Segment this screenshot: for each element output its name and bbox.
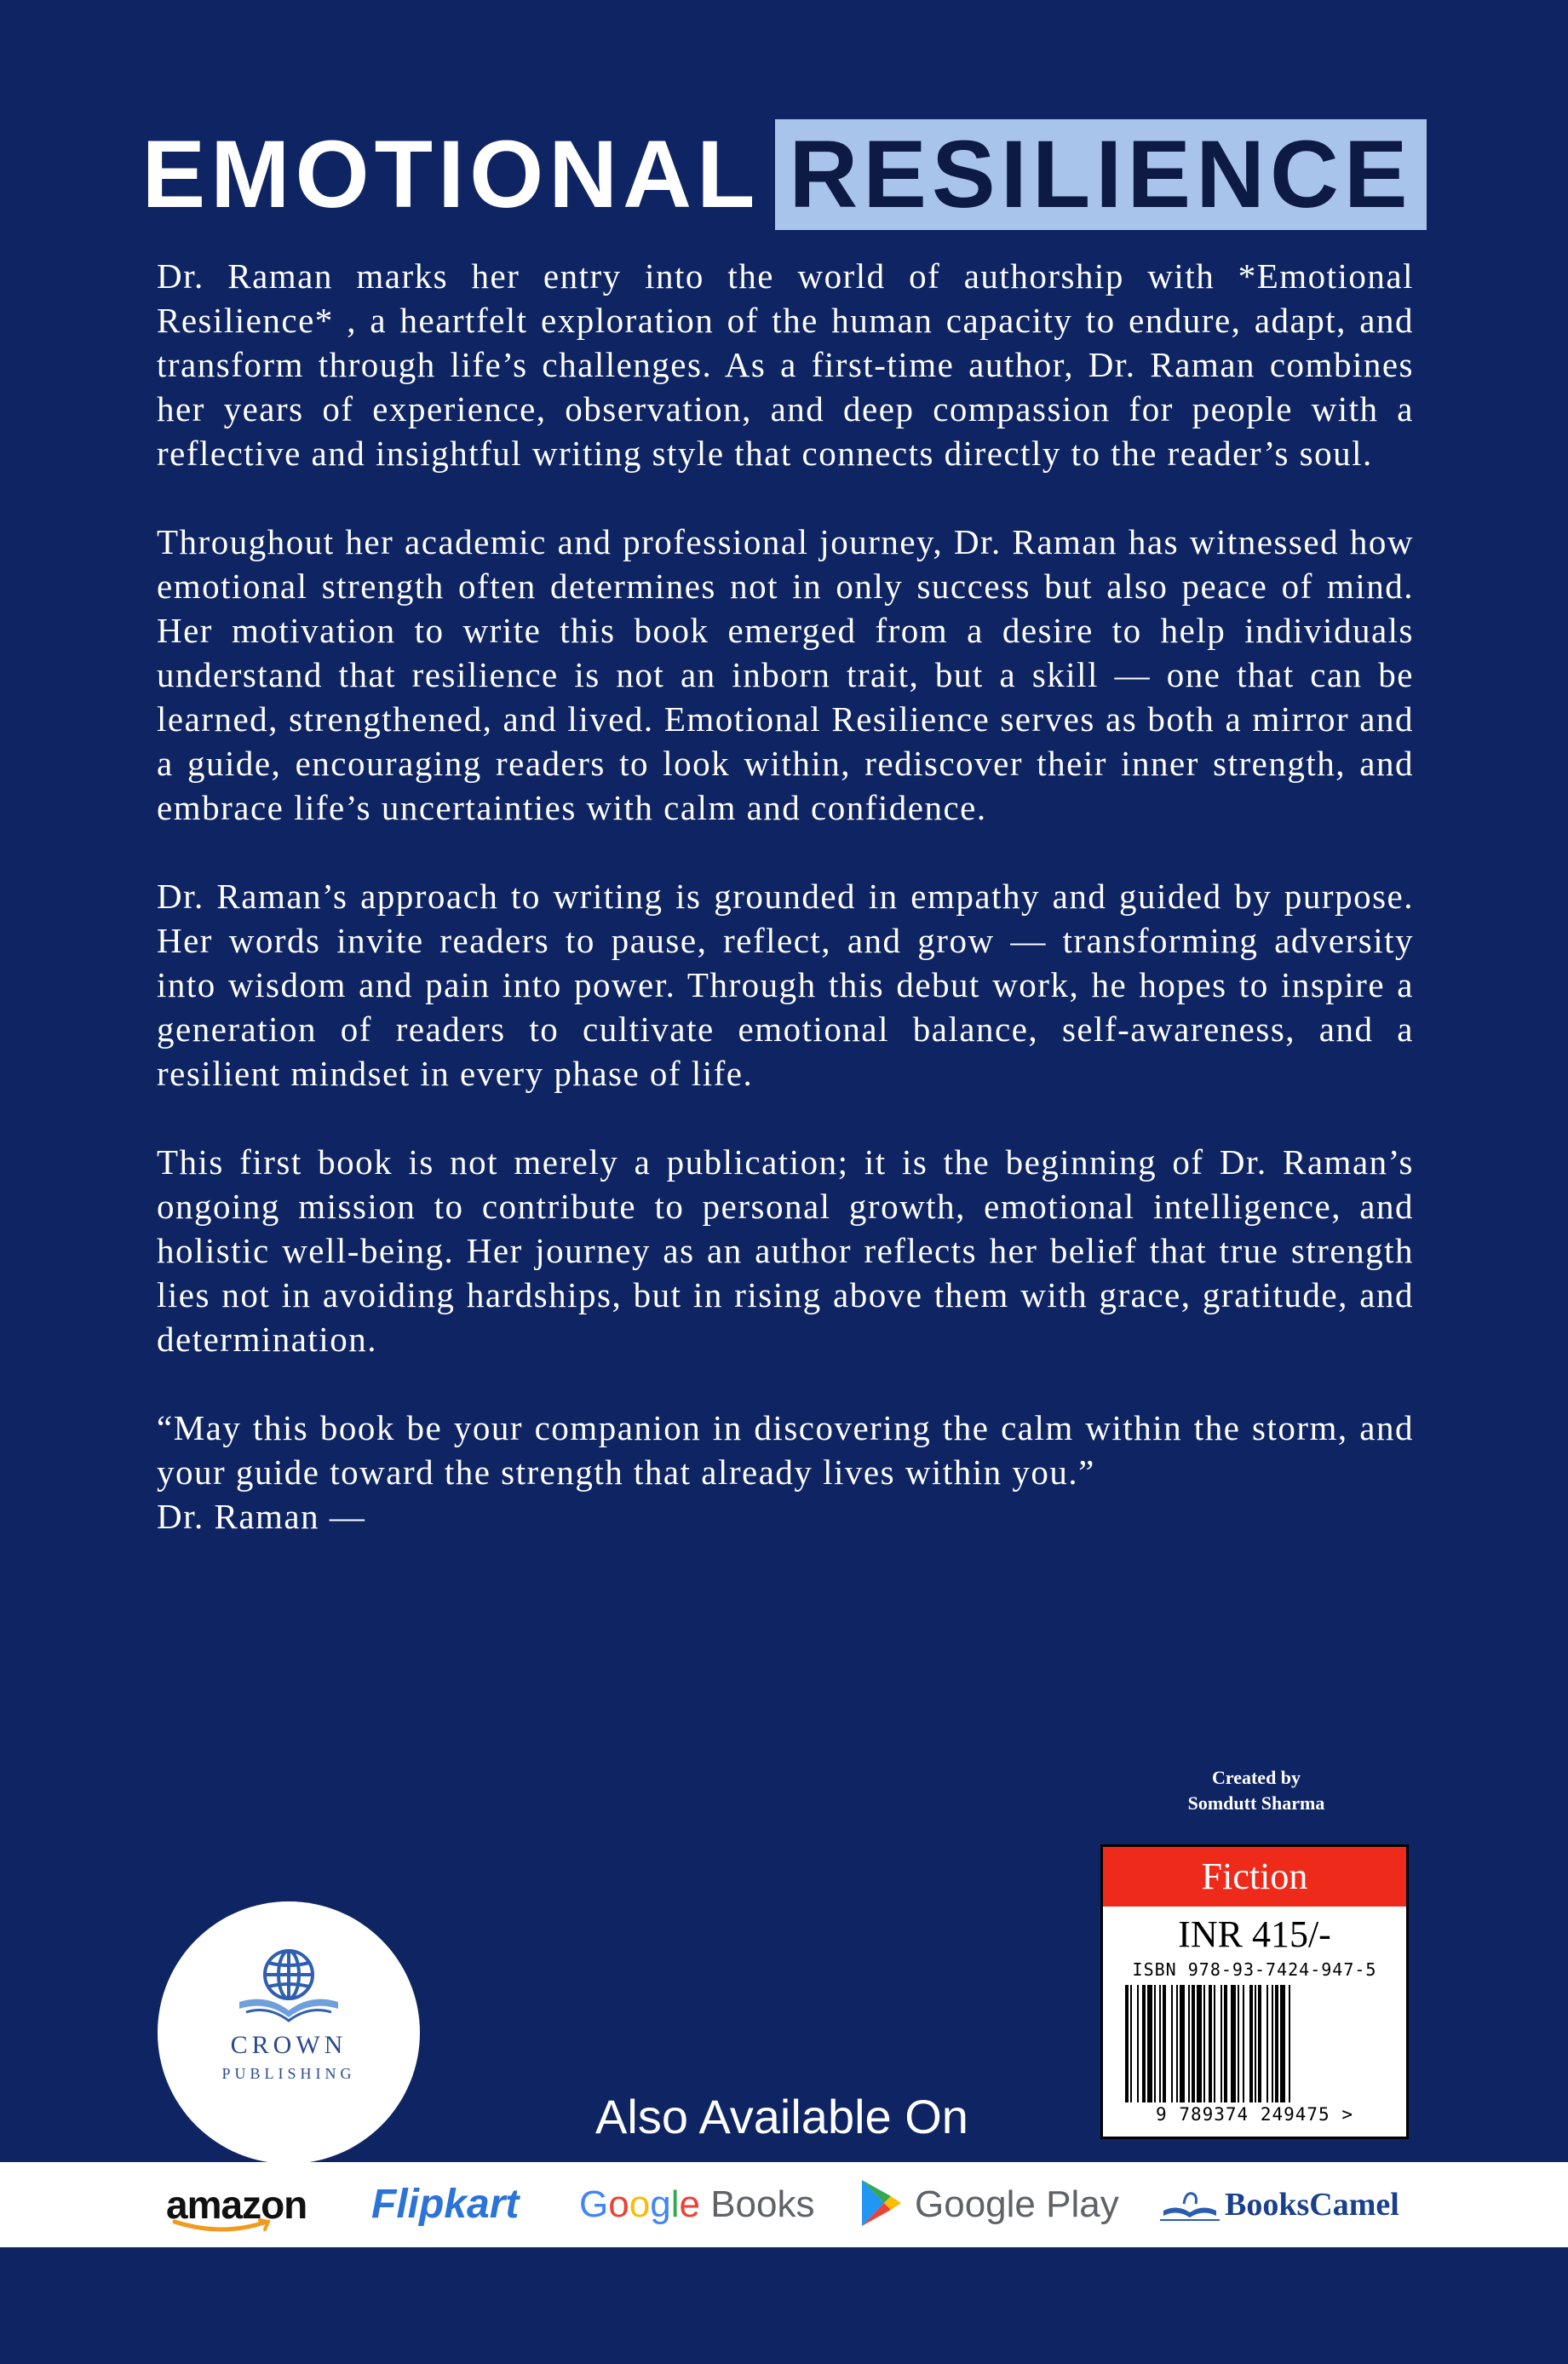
store-flipkart[interactable] (371, 2162, 519, 2247)
blurb-paragraph-4: This first book is not merely a publication; it is the beginning of Dr. Raman’s ongoing mission to contribute to personal growth, emotional intelligence, and holistic well-being. Her journey as an author reflects her belief that true strength lies not in avoiding hardships, but in rising above them with grace, gratitude, and determination. (157, 1142, 1414, 1359)
blurb-paragraph-1: Dr. Raman marks her entry into the world of authorship with *Emotional Resilience* , a heartfelt exploration of the human capacity to endure, adapt, and transform through life’s challenges. As a first-time author, Dr. Raman combines her years of experience, observation, and deep compassion for people with a reflective and insightful writing style that connects directly to the reader’s soul. (157, 256, 1414, 473)
store-amazon[interactable] (166, 2162, 307, 2247)
store-logos-strip (0, 2162, 1568, 2247)
genre-label: Fiction (1103, 1847, 1406, 1907)
google-logo-icon: Google (579, 2183, 700, 2225)
book-title (0, 119, 1568, 230)
logo-line-2: PUBLISHING (221, 2065, 356, 2082)
google-play-label: Google Play (915, 2183, 1119, 2225)
also-available-text: Also Available On (595, 2090, 968, 2143)
store-google-play[interactable] (859, 2162, 1119, 2247)
price-label: INR 415/- (1178, 1913, 1331, 1955)
store-google-books[interactable] (579, 2162, 814, 2247)
play-store-icon (859, 2178, 903, 2228)
amazon-smile-icon (171, 2218, 273, 2235)
store-bookscamel[interactable] (1160, 2162, 1399, 2247)
blurb-paragraph-2: Throughout her academic and professional journey, Dr. Raman has witnessed how emotional strength often determines not in only success but also peace of mind. Her motivation to write this book emerged from a desire to help individuals understand that resilience is not an inborn trait, but a skill — one that can be learned, strengthened, and lived. Emotional Resilience serves as both a mirror and a guide, encouraging readers to look within, rediscover their inner strength, and embrace life’s uncertainties with calm and confidence. (157, 522, 1414, 827)
closing-quote: “May this book be your companion in discovering the calm within the storm, and your guide toward the strength that already lives within you.” (157, 1408, 1414, 1492)
amazon-wordmark: amazon (166, 2183, 307, 2227)
isbn-label: ISBN 978-93-7424-947-5 (1132, 1959, 1377, 1980)
google-books-label: Books (710, 2183, 815, 2225)
credit-line-2: Somdutt Sharma (1187, 1792, 1325, 1814)
blurb-text (157, 254, 1414, 1539)
credit-line-1: Created by (1211, 1767, 1301, 1788)
logo-line-1: CROWN (230, 2031, 347, 2059)
book-camel-icon (1160, 2185, 1220, 2223)
signature: Dr. Raman — (157, 1497, 366, 1536)
also-available-heading (0, 2089, 1568, 2144)
design-credit (1133, 1765, 1380, 1816)
bookscamel-label: BooksCamel (1225, 2187, 1399, 2223)
barcode-icon (1125, 1985, 1384, 2102)
barcode-digits: 9 789374 249475 > (1156, 2104, 1353, 2125)
blurb-paragraph-3: Dr. Raman’s approach to writing is grounded in empathy and guided by purpose. Her words invite readers to pause, reflect, and grow — transforming adversity into wisdom and pain into power. Through this debut work, he hopes to inspire a generation of readers to cultivate emotional balance, self-awareness, and a resilient mindset in every phase of life. (157, 877, 1414, 1093)
title-part-2-highlight: RESILIENCE (775, 119, 1426, 230)
flipkart-wordmark: Flipkart (371, 2182, 520, 2227)
title-part-1: EMOTIONAL (141, 121, 761, 227)
